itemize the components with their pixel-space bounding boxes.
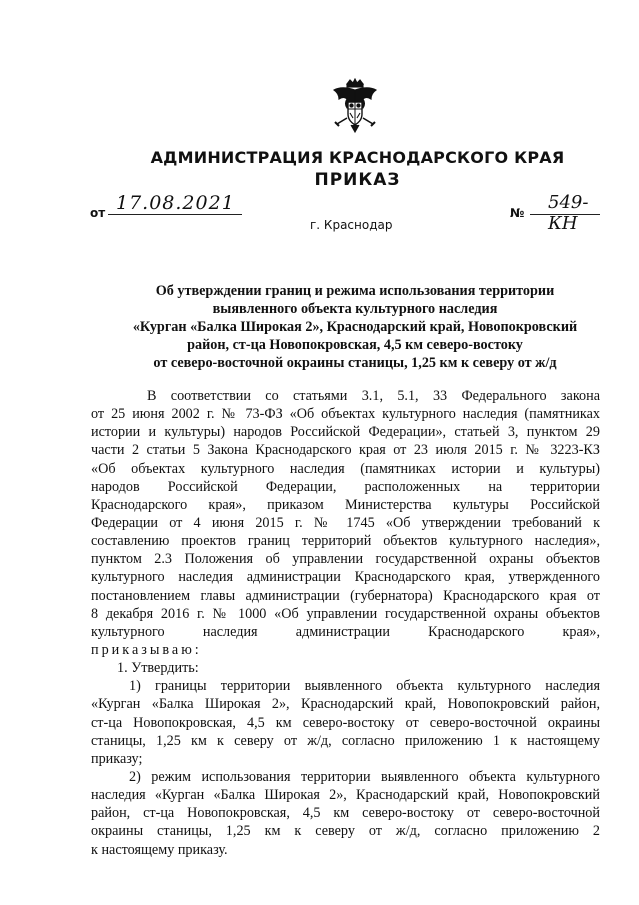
body-line: ст-ца Новопокровская, 4,5 км северо-востоку от северо-восточной окраины [91, 714, 600, 731]
body-line: пунктом 2.3 Положения об управлении государственной охраны объектов [91, 551, 600, 568]
body-line: части 2 статьи 5 Закона Краснодарского края от 23 июля 2015 г. № 3223-КЗ [91, 442, 600, 459]
date-label: от [90, 206, 106, 220]
number-value: 549-КН [548, 192, 589, 234]
body-line: культурного наследия администрации Краснодарского края, утвержденного [91, 569, 600, 586]
body-line: 1. Утвердить: [117, 660, 199, 677]
body-line: составлению проектов границ территорий объектов культурного наследия», [91, 533, 600, 550]
body-line: 2) режим использования территории выявленного объекта культурного [129, 768, 600, 785]
document-type-heading: ПРИКАЗ [314, 170, 401, 190]
body-line: к настоящему приказу. [91, 841, 228, 858]
title-line: выявленного объекта культурного наследия [212, 301, 498, 317]
body-line: культурного наследия администрации Краснодарского края», [91, 623, 600, 640]
body-line: В соответствии со статьями 3.1, 5.1, 33 Федерального закона [147, 388, 600, 404]
body-line: постановлением главы администрации (губернатора) Краснодарского края от [91, 587, 600, 604]
organization-title: АДМИНИСТРАЦИЯ КРАСНОДАРСКОГО КРАЯ [150, 148, 565, 167]
date-field [108, 192, 242, 215]
order-word: приказываю: [91, 641, 202, 658]
body-line: «Об объектах культурного наследия (памятниках истории и культуры) [91, 460, 600, 477]
date-value: 17.08.2021 [116, 192, 235, 214]
body-line: Краснодарского края», приказом Министерства культуры Российской [91, 496, 600, 513]
coat-of-arms-icon [331, 78, 379, 134]
city-label: г. Краснодар [310, 218, 393, 232]
body-line: народов Российской Федерации, расположенных на территории [91, 478, 600, 495]
number-label: № [510, 206, 525, 220]
body-line: Федерации от 4 июня 2015 г. № 1745 «Об утверждении требований к [91, 514, 600, 531]
document-title [96, 282, 614, 372]
body-line: наследия «Курган «Балка Широкая 2», Краснодарский край, Новопокровский [91, 787, 600, 804]
title-line: Об утверждении границ и режима использования территории [155, 283, 555, 299]
body-line: окраины станицы, 1,25 км к северу от ж/д, согласно приложению 2 [91, 823, 600, 840]
body-line: «Курган «Балка Широкая 2», Краснодарский край, Новопокровский район, [91, 696, 600, 713]
body-line: 8 декабря 2016 г. № 1000 «Об управлении государственной охраны объектов [91, 605, 600, 622]
document-body [91, 387, 600, 859]
body-line: 1) границы территории выявленного объекта культурного наследия [129, 678, 600, 695]
body-line: от 25 июня 2002 г. № 73-ФЗ «Об объектах культурного наследия (памятниках [91, 406, 600, 423]
title-line: район, ст-ца Новопокровская, 4,5 км северо-востоку [187, 337, 523, 353]
body-line: приказу; [91, 750, 143, 767]
body-line: станицы, 1,25 км к северу от ж/д, согласно приложению 1 к настоящему [91, 732, 600, 749]
title-line: «Курган «Балка Широкая 2», Краснодарский край, Новопокровский [132, 319, 578, 335]
body-line: район, ст-ца Новопокровская, 4,5 км северо-востоку от северо-восточной [91, 805, 600, 822]
number-field [530, 192, 600, 234]
body-line: истории и культуры) народов Российской Федерации», статьей 3, пунктом 29 [91, 424, 600, 441]
title-line: от северо-восточной окраины станицы, 1,25 км к северу от ж/д [153, 355, 557, 371]
